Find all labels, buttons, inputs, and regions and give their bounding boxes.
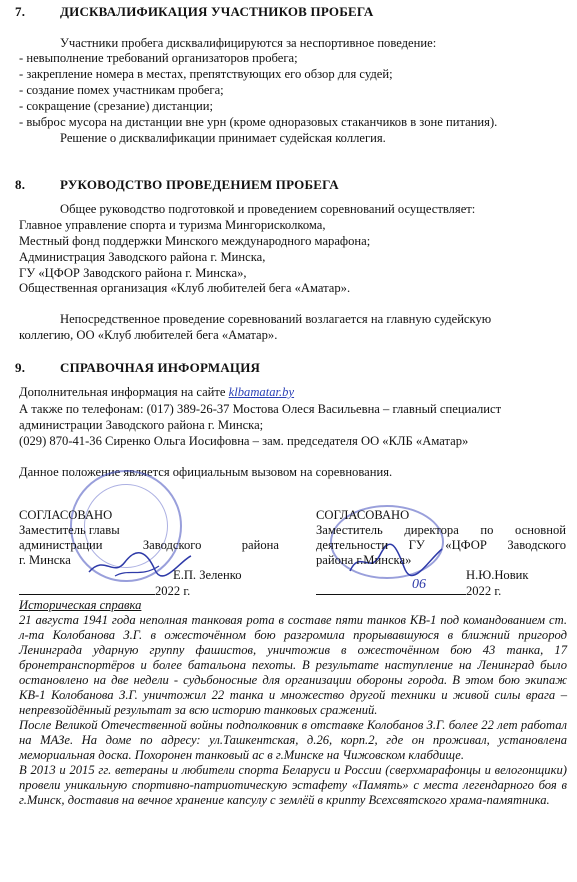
word: основной: [515, 523, 566, 537]
approval-heading: СОГЛАСОВАНО: [316, 508, 410, 522]
section-title-text: РУКОВОДСТВО ПРОВЕДЕНИЕМ ПРОБЕГА: [60, 177, 339, 192]
word: по: [480, 523, 494, 537]
rule-item: - закрепление номера в местах, препятствующих его обзор для судей;: [19, 67, 393, 81]
handwritten-date: 06: [412, 577, 426, 592]
word: «ЦФОР: [445, 538, 487, 552]
section-7-decision: Решение о дисквалификации принимает судейская коллегия.: [60, 131, 386, 145]
date-suffix: 2022 г.: [155, 584, 191, 598]
phone-line-1a: А также по телефонам: (017) 389-26-37 Мостова Олеся Васильевна – главный специалист: [19, 402, 502, 416]
section-title-text: ДИСКВАЛИФИКАЦИЯ УЧАСТНИКОВ ПРОБЕГА: [60, 4, 374, 19]
word: Заводского: [507, 538, 566, 552]
rule-item: - сокращение (срезание) дистанции;: [19, 99, 213, 113]
official-statement: Данное положение является официальным вызовом на соревнования.: [19, 465, 393, 479]
approval-position: [316, 523, 566, 538]
section-8-intro: Общее руководство подготовкой и проведением соревнований осуществляет:: [60, 202, 476, 216]
section-8-direct-line-1: Непосредственное проведение соревнований возлагается на главную судейскую: [60, 312, 492, 326]
historical-note: [19, 598, 567, 808]
approval-date-line: [316, 577, 566, 598]
word: Заместитель: [316, 523, 383, 537]
org-item: ГУ «ЦФОР Заводского района г. Минска»,: [19, 266, 247, 280]
approval-signer-name: Н.Ю.Новик: [466, 568, 529, 582]
word: Заводского: [142, 538, 202, 552]
history-paragraph: В 2013 и 2015 гг. ветераны и любители спорта Беларуси и России (сверхмарафонцы и велогонщики) провели уникальную спортивно-патриотическую эстафету «Память» с места легендарного боя в г.Минск, доставив на вечное хранение капсулу с землёй в крипту Всехсвятского храма-памятника.: [19, 763, 567, 807]
section-9-title: [15, 360, 260, 375]
org-item: Общественная организация «Клуб любителей бега «Аматар».: [19, 281, 351, 295]
approval-right: [316, 508, 566, 598]
section-8-title: [15, 177, 339, 192]
date-underline: [19, 583, 155, 595]
approval-org: района г.Минска»: [316, 553, 412, 567]
section-7-title: [15, 4, 374, 19]
site-link[interactable]: klbamatar.by: [228, 385, 295, 399]
word: ГУ: [408, 538, 425, 552]
approval-position: Заместитель главы: [19, 523, 120, 537]
approval-left: [19, 508, 279, 598]
org-item: Главное управление спорта и туризма Мингорисколкома,: [19, 218, 326, 232]
section-8-direct-line-2: коллегию, ОО «Клуб любителей бега «Аматар».: [19, 328, 278, 342]
section-number: 9.: [15, 360, 26, 375]
history-heading: Историческая справка: [19, 598, 142, 612]
approval-heading: СОГЛАСОВАНО: [19, 508, 113, 522]
site-line: [19, 385, 294, 400]
phone-line-2: (029) 870-41-36 Сиренко Ольга Иосифовна – зам. председателя ОО «КЛБ «Аматар»: [19, 434, 469, 448]
site-text: Дополнительная информация на сайте: [19, 385, 229, 399]
date-suffix: 2022 г.: [466, 584, 502, 598]
history-paragraph: 21 августа 1941 года неполная танковая рота в составе пяти танков КВ-1 под командованием ст. л-та Колобанова З.Г. в ожесточённом бою разгромила прорывавшуюся в ближний пригород Ленинграда ударную группу фашистов, уничтожив в ожесточённом бою 43 танка, 17 бронетранспортёров и более батальона пехоты. В результате наступление на Ленинград было остановлено на две недели - судьбоносные для организации обороны города. В этом бою экипаж КВ-1 Колобанова З.Г. уничтожил 22 танка и множество другой техники и живой силы врага – непревзойдённый результат за всю историю танковых сражений.: [19, 613, 567, 717]
section-7-intro: Участники пробега дисквалифицируются за неспортивное поведение:: [60, 36, 437, 50]
word: деятельности: [316, 538, 389, 552]
section-number: 7.: [15, 4, 26, 19]
approval-signer-name: Е.П. Зеленко: [173, 568, 242, 582]
rule-item: - создание помех участникам пробега;: [19, 83, 224, 97]
date-underline: [316, 577, 466, 595]
phone-line-1b: администрации Заводского района г. Минска;: [19, 418, 264, 432]
section-title-text: СПРАВОЧНАЯ ИНФОРМАЦИЯ: [60, 360, 261, 375]
approval-city: г. Минска: [19, 553, 71, 567]
history-paragraph: После Великой Отечественной войны подполковник в отставке Колобанов З.Г. более 22 лет работал на МАЗе. На доме по адресу: ул.Ташкентская, д.26, корп.2, где он проживал, установлена мемориальная доска. Похоронен танковый ас в г.Минске на Чижовском клабдище.: [19, 718, 567, 762]
approval-date-line: [19, 583, 279, 598]
word: района: [241, 538, 279, 552]
rule-item: - невыполнение требований организаторов пробега;: [19, 51, 298, 65]
word: администрации: [19, 538, 103, 552]
word: директора: [404, 523, 459, 537]
approval-position-cont: [316, 538, 566, 553]
section-number: 8.: [15, 177, 26, 192]
org-item: Администрация Заводского района г. Минска,: [19, 250, 266, 264]
org-item: Местный фонд поддержки Минского международного марафона;: [19, 234, 371, 248]
rule-item: - выброс мусора на дистанции вне урн (кроме одноразовых стаканчиков в зоне питания).: [19, 115, 498, 129]
approval-position-cont: [19, 538, 279, 553]
